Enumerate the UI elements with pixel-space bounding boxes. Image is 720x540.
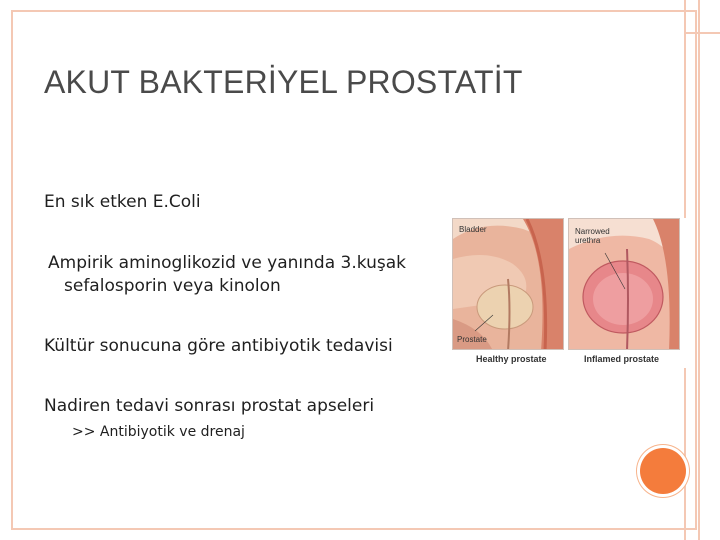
prostate-illustration [452,218,688,368]
slide-frame-corner [684,32,720,40]
healthy-prostate-drawing [453,219,564,350]
slide-title: AKUT BAKTERİYEL PROSTATİT [44,64,523,100]
bullet-empiric-therapy [48,252,428,298]
sub-bullet-drainage: >> Antibiyotik ve drenaj [72,424,245,440]
bullet-culture-therapy: Kültür sonucuna göre antibiyotik tedavisi [44,336,393,356]
bullet-empiric-therapy-line2: sefalosporin veya kinolon [64,276,281,296]
bullet-abscess: Nadiren tedavi sonrası prostat apseleri [44,396,375,416]
label-prostate: Prostate [457,335,487,344]
label-bladder: Bladder [459,225,487,234]
healthy-prostate-panel [452,218,564,350]
inflamed-prostate-panel [568,218,680,350]
label-narrowed-line1: Narrowed [575,227,610,236]
bullet-etiology: En sık etken E.Coli [44,192,201,212]
bullet-empiric-therapy-line1: Ampirik aminoglikozid ve yanında 3.kuşak [48,253,406,273]
caption-inflamed: Inflamed prostate [584,354,660,364]
caption-healthy: Healthy prostate [476,354,547,364]
label-narrowed-line2: urethra [575,236,601,245]
decorative-orange-circle [640,448,686,494]
